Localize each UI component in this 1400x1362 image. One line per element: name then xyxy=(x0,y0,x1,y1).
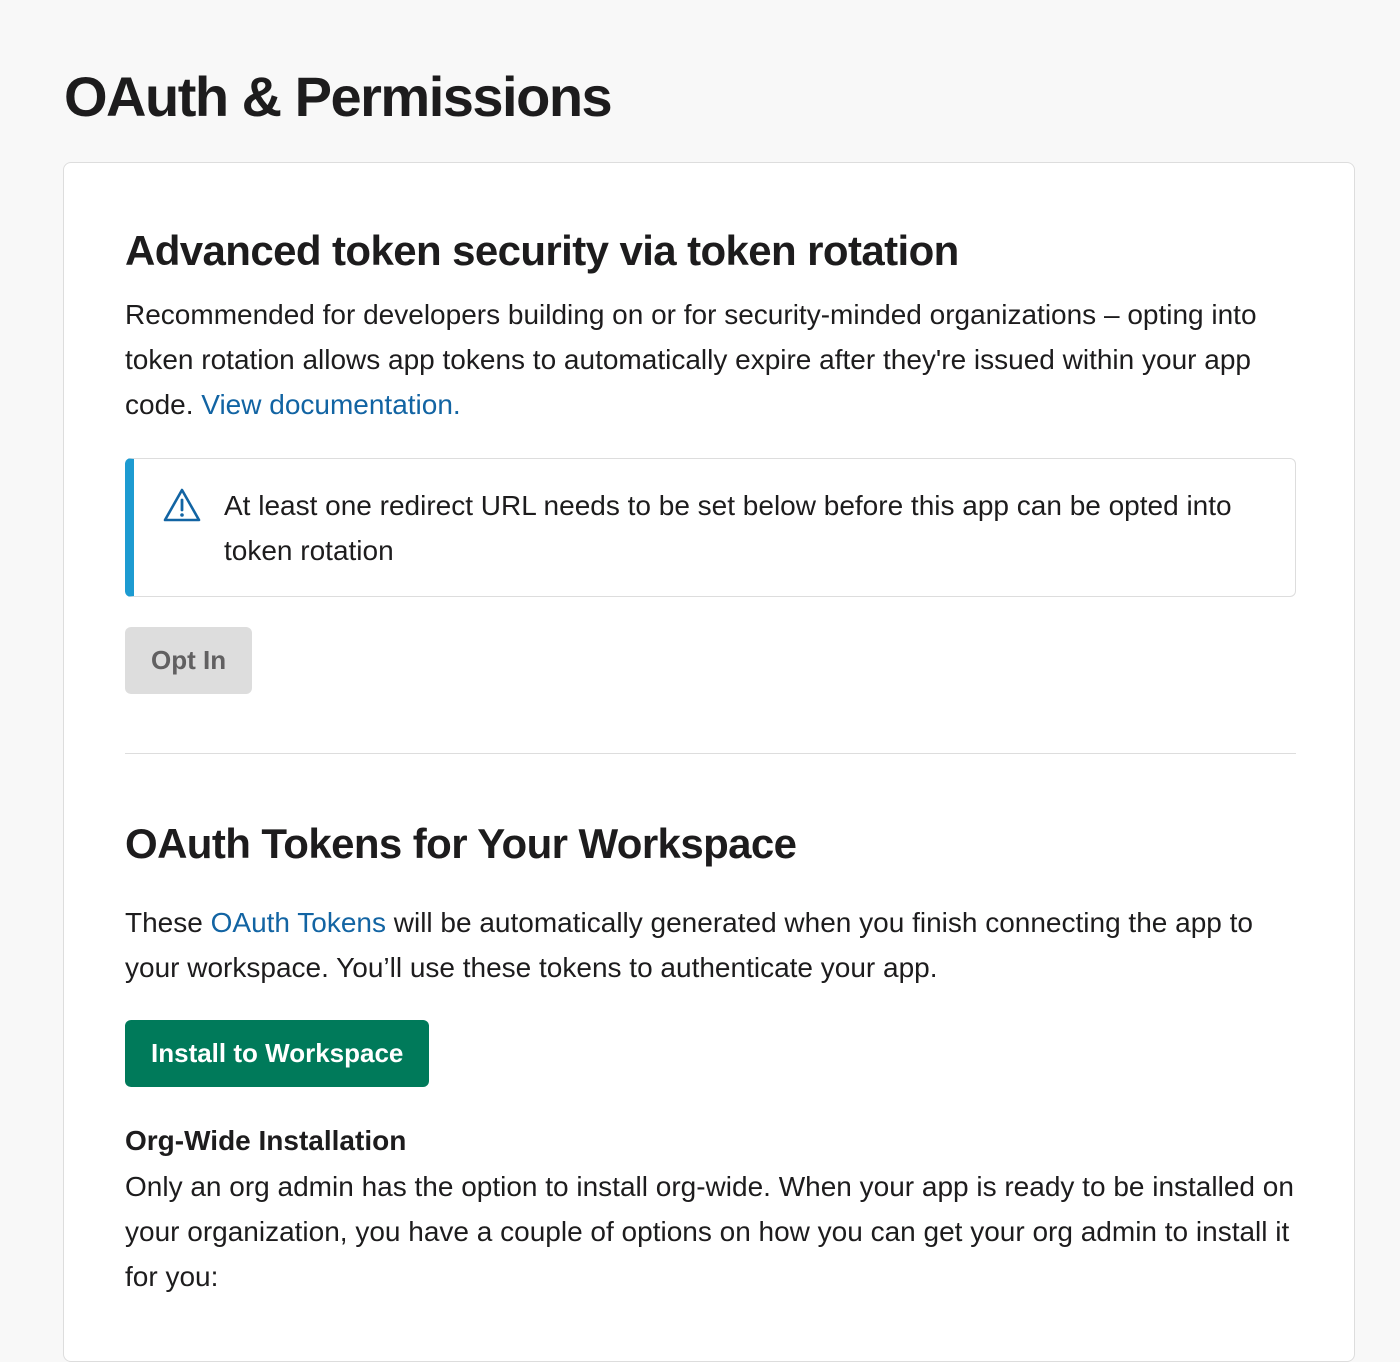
settings-card xyxy=(63,162,1355,1362)
warning-triangle-icon xyxy=(162,487,202,523)
notice-text: At least one redirect URL needs to be set below before this app can be opted into token rotation xyxy=(224,490,1232,566)
org-wide-installation-heading: Org-Wide Installation xyxy=(125,1125,407,1156)
oauth-tokens-description xyxy=(125,900,1305,990)
oauth-tokens-text-after: will be automatically generated when you finish connecting the app to your workspace. You’ll use these tokens to authenticate your app. xyxy=(125,907,1253,983)
section-divider xyxy=(125,753,1296,754)
token-rotation-heading: Advanced token security via token rotation xyxy=(125,227,959,274)
oauth-tokens-link[interactable]: OAuth Tokens xyxy=(210,907,386,938)
oauth-tokens-text-before: These xyxy=(125,907,203,938)
token-rotation-description xyxy=(125,292,1305,427)
token-rotation-description-text: Recommended for developers building on or for security-minded organizations – opting into token rotation allows app tokens to automatically expire after they're issued within your app code. xyxy=(125,299,1257,420)
page-title: OAuth & Permissions xyxy=(64,65,612,128)
redirect-url-notice xyxy=(125,458,1296,597)
org-wide-installation-description: Only an org admin has the option to install org-wide. When your app is ready to be installed on your organization, you have a couple of options on how you can get your org admin to install it for you: xyxy=(125,1171,1294,1292)
view-documentation-link[interactable]: View documentation. xyxy=(201,389,461,420)
install-to-workspace-button[interactable]: Install to Workspace xyxy=(125,1020,429,1087)
oauth-tokens-heading: OAuth Tokens for Your Workspace xyxy=(125,820,797,867)
opt-in-button[interactable]: Opt In xyxy=(125,627,252,694)
